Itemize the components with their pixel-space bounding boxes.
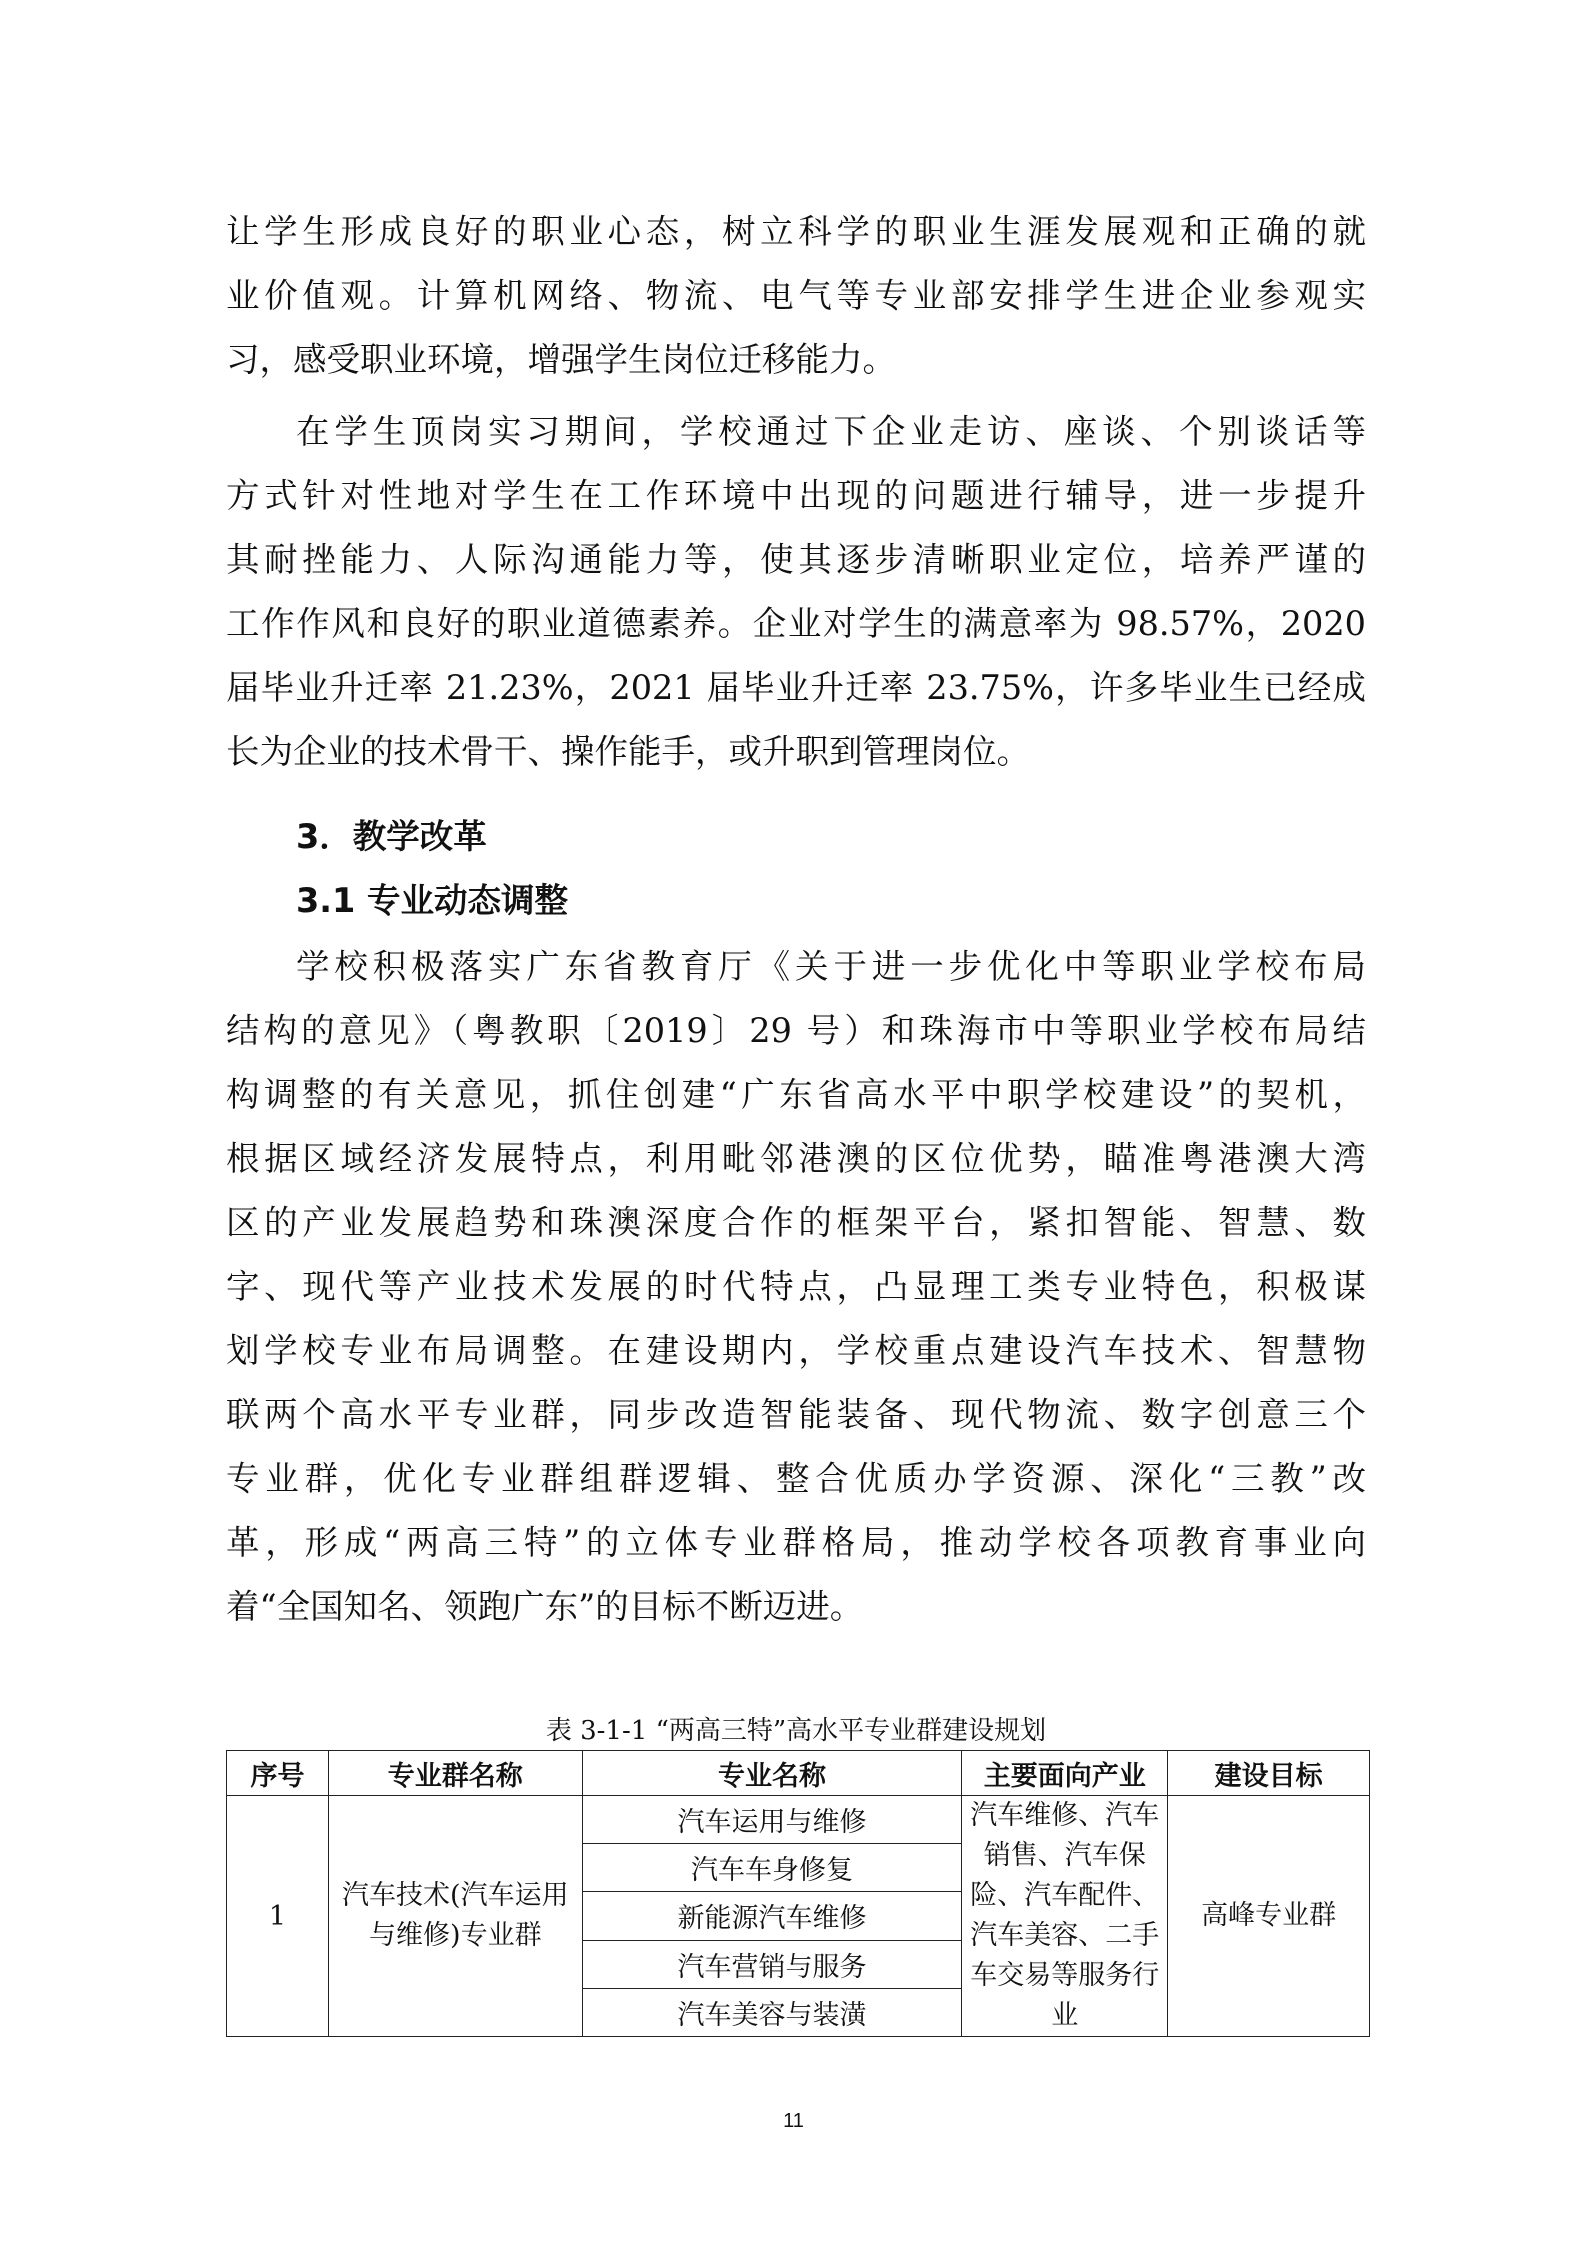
paragraph-3 — [226, 935, 1366, 1639]
goal-cell: 高峰专业群 — [1168, 1796, 1370, 2037]
group-name-cell: 汽车技术(汽车运用与维修)专业群 — [328, 1796, 582, 2037]
text-line: 学校积极落实广东省教育厅《关于进一步优化中等职业学校布局 — [296, 947, 1366, 986]
text-line: 长为企业的技术骨干、操作能手，或升职到管理岗位。 — [226, 732, 1030, 771]
table-row — [227, 1796, 1370, 1844]
major-cell: 汽车营销与服务 — [582, 1940, 962, 1988]
text-line: 联两个高水平专业群，同步改造智能装备、现代物流、数字创意三个 — [226, 1395, 1366, 1434]
text-line: 专业群，优化专业群组群逻辑、整合优质办学资源、深化“三教”改 — [226, 1459, 1366, 1498]
major-cell: 汽车美容与装潢 — [582, 1988, 962, 2036]
text-line: 其耐挫能力、人际沟通能力等，使其逐步清晰职业定位，培养严谨的 — [226, 540, 1366, 579]
column-header: 主要面向产业 — [962, 1751, 1168, 1796]
text-line: 结构的意见》（粤教职〔2019〕29 号）和珠海市中等职业学校布局结 — [226, 1011, 1366, 1050]
text-line: 革，形成“两高三特”的立体专业群格局，推动学校各项教育事业向 — [226, 1523, 1366, 1562]
text-line: 习，感受职业环境，增强学生岗位迁移能力。 — [226, 340, 896, 379]
text-line: 着“全国知名、领跑广东”的目标不断迈进。 — [226, 1587, 864, 1626]
table-caption: 表 3-1-1 “两高三特”高水平专业群建设规划 — [545, 1716, 1047, 1746]
text-line: 根据区域经济发展特点，利用毗邻港澳的区位优势，瞄准粤港澳大湾 — [226, 1139, 1366, 1178]
industry-cell: 汽车维修、汽车销售、汽车保险、汽车配件、汽车美容、二手车交易等服务行业 — [962, 1796, 1168, 2037]
text-line: 方式针对性地对学生在工作环境中出现的问题进行辅导，进一步提升 — [226, 476, 1366, 515]
text-line: 划学校专业布局调整。在建设期内，学校重点建设汽车技术、智慧物 — [226, 1331, 1366, 1370]
text-line: 区的产业发展趋势和珠澳深度合作的框架平台，紧扣智能、智慧、数 — [226, 1203, 1366, 1242]
plan-table — [226, 1750, 1370, 2037]
row-number-cell: 1 — [227, 1796, 329, 2037]
headings — [226, 805, 1366, 933]
text-line: 让学生形成良好的职业心态，树立科学的职业生涯发展观和正确的就 — [226, 212, 1366, 251]
text-line: 字、现代等产业技术发展的时代特点，凸显理工类专业特色，积极谋 — [226, 1267, 1366, 1306]
text-line: 届毕业升迁率 21.23%，2021 届毕业升迁率 23.75%，许多毕业生已经成 — [226, 668, 1366, 707]
section-heading: 3．教学改革 — [296, 817, 487, 856]
major-cell: 汽车运用与维修 — [582, 1796, 962, 1844]
column-header: 序号 — [227, 1751, 329, 1796]
text-line: 工作作风和良好的职业道德素养。企业对学生的满意率为 98.57%，2020 — [226, 604, 1366, 643]
column-header: 建设目标 — [1168, 1751, 1370, 1796]
major-cell: 新能源汽车维修 — [582, 1892, 962, 1940]
column-header: 专业群名称 — [328, 1751, 582, 1796]
text-line: 构调整的有关意见，抓住创建“广东省高水平中职学校建设”的契机， — [226, 1075, 1366, 1114]
subsection-heading: 3.1 专业动态调整 — [296, 881, 569, 920]
column-header: 专业名称 — [582, 1751, 962, 1796]
page-number: 11 — [783, 2110, 804, 2132]
paragraph-2 — [226, 400, 1366, 784]
major-cell: 汽车车身修复 — [582, 1844, 962, 1892]
text-line: 业价值观。计算机网络、物流、电气等专业部安排学生进企业参观实 — [226, 276, 1366, 315]
paragraph-1 — [226, 200, 1366, 392]
table-header-row — [227, 1751, 1370, 1796]
text-line: 在学生顶岗实习期间，学校通过下企业走访、座谈、个别谈话等 — [296, 412, 1366, 451]
